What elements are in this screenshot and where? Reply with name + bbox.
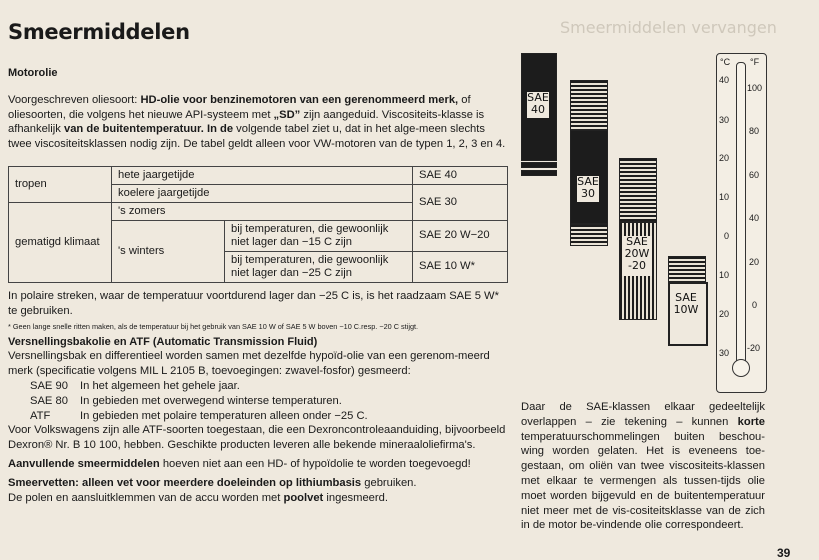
- tick-f: 60: [749, 170, 760, 180]
- versnelling-heading: Versnellingsbakolie en ATF (Automatic Transmission Fluid): [8, 335, 318, 348]
- polair-paragraph: In polaire streken, waar de temperatuur voortdurend lager dan −25 C is, is het raadzaam SAE 5 W* te gebruiken.: [8, 289, 499, 317]
- tick-c: 30: [719, 348, 730, 358]
- text-run-bold: van de buitentemperatuur. In de: [63, 123, 234, 136]
- versnelling-paragraph: Versnellingsbak en differentieel worden samen met dezelfde hypoïd-olie van een gerenom-meerd merk (specificatie volgens MIL L 2105 B, toevoegingen: zwavel-fosfor) gesmeerd:: [8, 350, 490, 378]
- text-run: Voorgeschreven oliesoort:: [8, 93, 141, 106]
- viscosity-table: [8, 166, 508, 283]
- right-column-text: [521, 400, 765, 533]
- bar-sae10-top: [668, 256, 706, 282]
- tick-c: 10: [719, 192, 730, 202]
- unit-fahrenheit: °F: [750, 57, 760, 67]
- tick-c: 0: [724, 231, 730, 241]
- unit-celsius: °C: [720, 57, 731, 67]
- text-run: of oliesoorten, die volgens het nieuwe API-systeem met: [8, 93, 471, 121]
- cell-gematigd: gematigd klimaat: [9, 202, 112, 282]
- tick-f: -20: [747, 343, 761, 353]
- cell-cond25: bij temperaturen, die gewoonlijk niet lager dan −25 C zijn: [225, 251, 413, 282]
- cell-koelere: koelere jaargetijde: [112, 184, 413, 202]
- label-sae10: [673, 292, 699, 318]
- oil-key: SAE 90: [30, 379, 68, 392]
- cell-tropen: tropen: [9, 166, 112, 202]
- aanvullend-paragraph: [8, 457, 508, 472]
- text-run: temperatuurschommelingen buiten beschou-wing worden gelaten. Het is eveneens toe-gestaan, om oliën van twee viscositeits-klassen met elkaar te vermengen als tussen-tijds olie moet worden bijgevuld en de buitentemperatuur niet meer met de vis-cositeitsklasse van de zich in de motor be-vindende olie correspondeert.: [521, 430, 765, 532]
- bar-sae40-tail: [521, 162, 557, 168]
- label-text: SAE 30: [577, 175, 599, 200]
- tick-c: 20: [719, 309, 730, 319]
- oil-value: In gebieden met polaire temperaturen alleen onder −25 C.: [80, 409, 368, 422]
- motorolie-paragraph: [8, 93, 508, 152]
- text-run: ingesmeerd.: [323, 491, 388, 504]
- bar-sae20-top: [619, 158, 657, 222]
- cell-sae10: SAE 10 W*: [413, 251, 508, 282]
- tick-f: 80: [749, 126, 760, 136]
- tick-c: 30: [719, 115, 730, 125]
- thermometer-bulb: [732, 359, 750, 377]
- label-text: SAE 10W: [673, 291, 699, 316]
- cell-zomers: 's zomers: [112, 202, 413, 220]
- oil-row: [8, 394, 508, 409]
- smeervet-paragraph: [8, 476, 508, 491]
- cell-cond15: bij temperaturen, die gewoonlijk niet lager dan −15 C zijn: [225, 220, 413, 251]
- label-sae30: [577, 176, 599, 202]
- tick-c: 40: [719, 75, 730, 85]
- text-run-bold: „SD”: [273, 108, 301, 121]
- polen-paragraph: [8, 491, 508, 506]
- page-title: Smeermiddelen: [8, 20, 190, 44]
- oil-row: [8, 379, 508, 394]
- text-run: De polen en aansluitklemmen van de accu worden met: [8, 491, 284, 504]
- thermometer: [716, 53, 767, 393]
- oil-key: SAE 80: [30, 394, 68, 407]
- text-run: gebruiken.: [361, 476, 417, 489]
- bar-sae30-tail: [570, 224, 608, 246]
- bleed-through-text: Smeermiddelen vervangen: [560, 18, 777, 37]
- text-run-bold: korte: [737, 415, 765, 428]
- oil-value: In het algemeen het gehele jaar.: [80, 379, 240, 392]
- bar-sae40-tail: [521, 170, 557, 176]
- text-run: volgende tabel ziet u, dat in het alge-meen slechts twee viscositeitsklassen nodig zijn. De tabel geldt alleen voor VW-motoren van de typen 1, 2, 3 en 4.: [8, 123, 506, 151]
- label-text: SAE 40: [527, 91, 549, 116]
- label-sae40: [527, 92, 549, 118]
- cell-sae20: SAE 20 W−20: [413, 220, 508, 251]
- tick-f: 40: [749, 213, 760, 223]
- oil-value: In gebieden met overwegend winterse temperaturen.: [80, 394, 342, 407]
- tick-f: 0: [752, 300, 758, 310]
- left-column: [8, 66, 508, 505]
- cell-sae40: SAE 40: [413, 166, 508, 184]
- motorolie-heading: Motorolie: [8, 67, 58, 79]
- atf-paragraph: Voor Volkswagens zijn alle ATF-soorten toegestaan, die een Dexroncontroleaanduiding, bijvoorbeeld Dexron® Nr. B 10 100, hebben. Geschikte producten leveren alle bekende mineraaloliefirma's.: [8, 424, 506, 452]
- cell-sae30: SAE 30: [413, 184, 508, 220]
- page-number: 39: [777, 546, 791, 560]
- tick-c: 10: [719, 270, 730, 280]
- bar-sae30-top: [570, 80, 608, 130]
- tick-f: 100: [747, 83, 763, 93]
- oil-key: ATF: [30, 409, 51, 422]
- tick-f: 20: [749, 257, 760, 267]
- tick-c: 20: [719, 153, 730, 163]
- thermometer-tube: [736, 62, 746, 370]
- text-run-bold: Smeervetten: alleen vet voor meerdere doeleinden op lithiumbasis: [8, 476, 362, 489]
- text-run-bold: HD-olie voor benzinemotoren van een gerenommeerd merk,: [140, 93, 459, 106]
- text-run-bold: poolvet: [283, 491, 324, 504]
- text-run: Daar de SAE-klassen elkaar gedeeltelijk overlappen – zie tekening – kunnen: [521, 401, 765, 428]
- text-run-bold: Aanvullende smeermiddelen: [8, 457, 160, 470]
- label-sae20: [622, 236, 652, 276]
- cell-hete: hete jaargetijde: [112, 166, 413, 184]
- text-run: zijn aangeduid. Viscositeits-klasse is afhankelijk: [8, 108, 485, 136]
- text-run: hoeven niet aan een HD- of hypoïdolie te worden toegevoegd!: [159, 457, 471, 470]
- cell-winters: 's winters: [112, 220, 225, 282]
- label-text: SAE 20W -20: [624, 235, 650, 272]
- footnote: * Geen lange snelle ritten maken, als de temperatuur bij het gebruik van SAE 10 W of SAE 5 W boven −10 C.resp. −20 C stijgt.: [8, 321, 419, 331]
- oil-row: [8, 409, 508, 424]
